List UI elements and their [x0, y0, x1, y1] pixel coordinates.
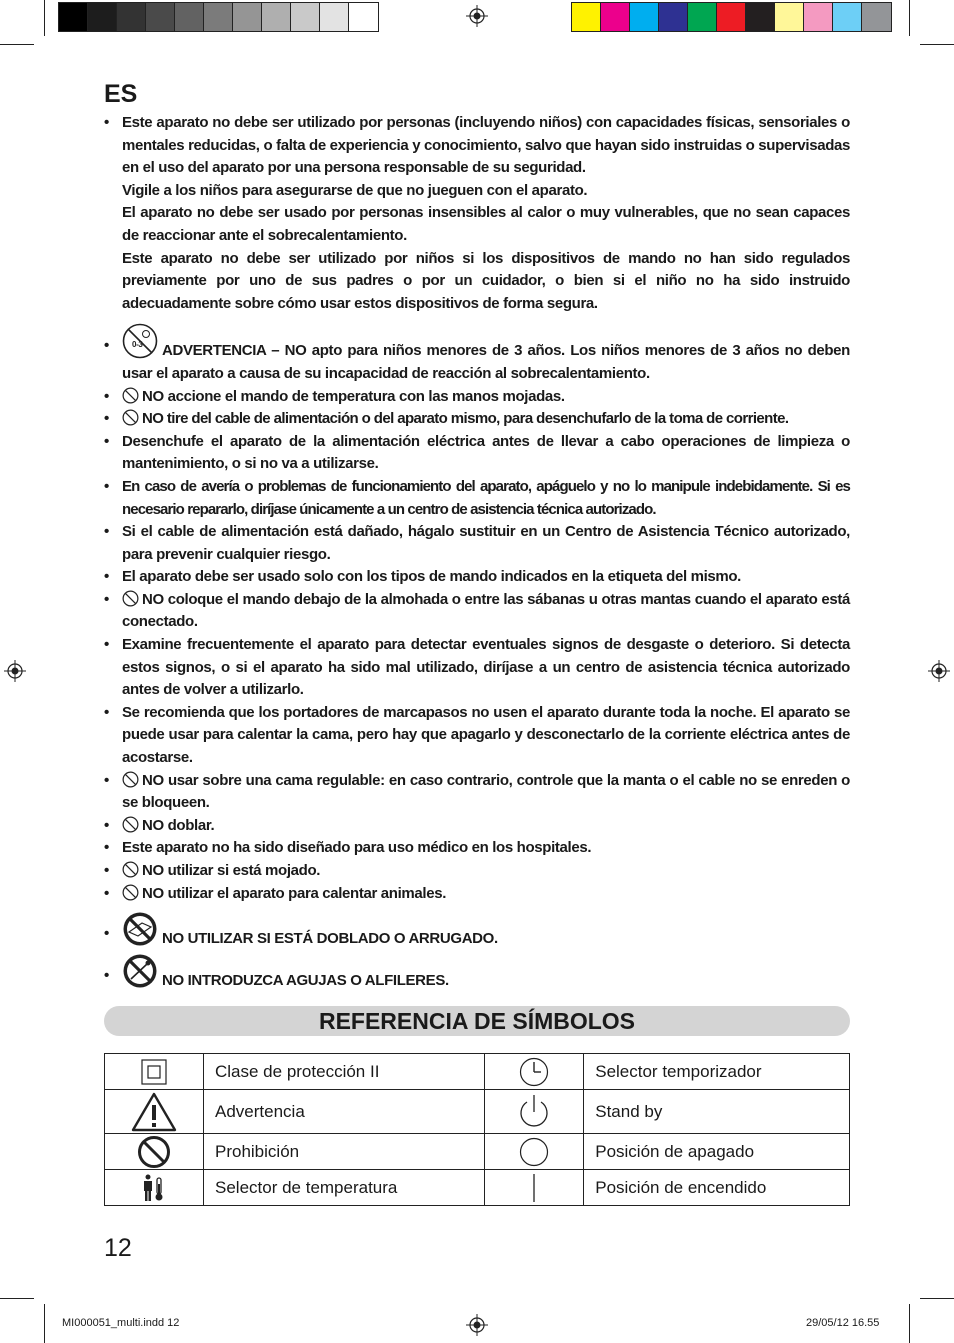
paragraph: El aparato no debe ser usado por personas insensibles al calor o muy vulnerables, que no sean capaces de reaccionar ante el sobrecalentamiento.	[122, 204, 850, 244]
gray-swatch	[291, 3, 320, 31]
table-cell: Advertencia	[204, 1090, 485, 1134]
prohibition-icon	[122, 771, 139, 788]
prohibition-icon	[137, 1135, 171, 1169]
color-swatch	[630, 3, 659, 31]
table-cell	[105, 1054, 204, 1090]
crop-mark	[909, 0, 910, 36]
list-item	[104, 112, 850, 315]
list-item	[104, 408, 850, 431]
class-ii-protection-icon	[141, 1059, 167, 1085]
gray-swatch	[262, 3, 291, 31]
table-cell: Posición de encendido	[584, 1170, 850, 1206]
table-cell: Selector de temperatura	[204, 1170, 485, 1206]
item-text: NO tire del cable de alimentación o del aparato mismo, para desenchufarlo de la toma de corriente.	[142, 410, 789, 428]
table-cell	[485, 1054, 584, 1090]
gray-swatch	[117, 3, 146, 31]
no-folding-icon	[122, 911, 158, 947]
language-code: ES	[104, 80, 138, 108]
symbols-table	[104, 1053, 850, 1206]
prohibition-icon	[122, 409, 139, 426]
list-item	[104, 837, 850, 860]
table-row	[105, 1134, 850, 1170]
footer-file: MI000051_multi.indd 12	[62, 1317, 180, 1329]
color-swatch	[775, 3, 804, 31]
item-text: Examine frecuentemente el aparato para detectar eventuales signos de desgaste o deterioro. Si detecta estos signos, o si el aparato ha sido mal utilizado, diríjase a un centro de asistencia técnica autorizado antes de volver a utilizarlo.	[122, 636, 850, 699]
paragraph: Vigile a los niños para asegurarse de que no jueguen con el aparato.	[122, 181, 588, 199]
item-text: NO doblar.	[142, 816, 215, 834]
bullet: •	[104, 590, 109, 608]
section-title: REFERENCIA DE SÍMBOLOS	[104, 1006, 850, 1036]
list-item	[104, 589, 850, 634]
age-icon-label: 0-3	[132, 340, 143, 350]
paragraph: Este aparato no debe ser utilizado por niños si los dispositivos de mando no han sido regulados previamente por uno de sus padres o por un cuidador, o bien si el niño no ha sido instruido adecuadamente sobre cómo usar estos dispositivos de forma segura.	[122, 249, 850, 312]
item-text: NO INTRODUZCA AGUJAS O ALFILERES.	[162, 971, 449, 989]
bullet: •	[104, 636, 109, 654]
table-row	[105, 1054, 850, 1090]
crop-mark	[920, 44, 954, 45]
item-text: Este aparato no ha sido diseñado para uso médico en los hospitales.	[122, 839, 592, 857]
table-cell	[105, 1090, 204, 1134]
color-swatch	[833, 3, 862, 31]
list-item	[104, 476, 850, 521]
bullet: •	[104, 432, 109, 450]
bullet: •	[104, 477, 109, 495]
list-item	[104, 953, 850, 993]
bullet: •	[104, 839, 109, 857]
table-row	[105, 1090, 850, 1134]
table-cell: Prohibición	[204, 1134, 485, 1170]
no-pins-icon	[122, 953, 158, 989]
temperature-selector-icon	[142, 1174, 166, 1202]
bullet: •	[104, 925, 109, 943]
list-item	[104, 883, 850, 906]
page-number: 12	[104, 1234, 132, 1262]
bullet: •	[104, 703, 109, 721]
bullet: •	[104, 114, 109, 131]
color-swatch	[601, 3, 630, 31]
bullet: •	[104, 337, 109, 355]
bullet: •	[104, 568, 109, 586]
bullet: •	[104, 966, 109, 984]
footer-date: 29/05/12 16.55	[806, 1317, 880, 1329]
grayscale-color-bar	[58, 2, 379, 32]
color-swatch	[688, 3, 717, 31]
gray-swatch	[146, 3, 175, 31]
table-row	[105, 1170, 850, 1206]
color-swatch	[804, 3, 833, 31]
crop-mark	[44, 0, 45, 36]
table-cell: Selector temporizador	[584, 1054, 850, 1090]
table-cell	[105, 1170, 204, 1206]
gray-swatch	[59, 3, 88, 31]
crop-mark	[909, 1304, 910, 1343]
prohibition-icon	[122, 590, 139, 607]
list-item	[104, 521, 850, 566]
list-item	[104, 770, 850, 815]
gray-swatch	[204, 3, 233, 31]
gray-swatch	[175, 3, 204, 31]
crop-mark	[44, 1304, 45, 1343]
prohibition-icon	[122, 861, 139, 878]
gray-swatch	[320, 3, 349, 31]
list-item	[104, 431, 850, 476]
on-position-icon	[531, 1173, 537, 1203]
color-swatch	[717, 3, 746, 31]
table-cell	[485, 1090, 584, 1134]
warning-text: ADVERTENCIA – NO apto para niños menores de 3 años. Los niños menores de 3 años no deben usar el aparato a causa de su incapacidad de reacción al sobrecalentamiento.	[122, 342, 850, 382]
gray-swatch	[88, 3, 117, 31]
item-text: NO utilizar el aparato para calentar animales.	[142, 884, 447, 902]
list-item	[104, 566, 850, 589]
table-cell: Stand by	[584, 1090, 850, 1134]
prohibition-icon	[122, 816, 139, 833]
item-text: NO usar sobre una cama regulable: en caso contrario, controle que la manta o el cable no se enreden o se bloqueen.	[122, 771, 850, 812]
crop-mark	[0, 1298, 34, 1299]
registration-mark-icon	[928, 660, 950, 682]
item-text: NO UTILIZAR SI ESTÁ DOBLADO O ARRUGADO.	[162, 930, 498, 948]
bullet: •	[104, 816, 109, 834]
list-item	[104, 702, 850, 770]
item-text: En caso de avería o problemas de funcionamiento del aparato, apáguelo y no lo manipule indebidamente. Si es necesario repararlo, diríjase únicamente a un centro de asistencia técnica autorizado.	[122, 477, 850, 518]
table-cell	[485, 1170, 584, 1206]
bullet: •	[104, 387, 109, 405]
color-swatch	[862, 3, 891, 31]
off-position-icon	[519, 1137, 549, 1167]
color-swatch	[659, 3, 688, 31]
bullet: •	[104, 771, 109, 789]
item-text: Se recomienda que los portadores de marcapasos no usen el aparato durante toda la noche. El aparato se puede usar para calentar la cama, pero hay que apagarlo y desconectarlo de la corriente eléctrica antes de acostarse.	[122, 703, 850, 767]
table-cell	[485, 1134, 584, 1170]
table-cell: Clase de protección II	[204, 1054, 485, 1090]
list-item	[104, 386, 850, 409]
prohibition-icon	[122, 387, 139, 404]
bullet: •	[104, 862, 109, 879]
crop-mark	[0, 44, 34, 45]
gray-swatch	[233, 3, 262, 31]
registration-mark-icon	[466, 5, 488, 27]
list-item	[104, 911, 850, 951]
table-cell	[105, 1134, 204, 1170]
list-item	[104, 860, 850, 883]
bullet: •	[104, 884, 109, 902]
safety-instructions	[104, 112, 850, 992]
item-text: NO coloque el mando debajo de la almohada o entre las sábanas u otras mantas cuando el aparato está conectado.	[122, 590, 850, 631]
bullet: •	[104, 523, 109, 541]
item-text: NO accione el mando de temperatura con las manos mojadas.	[142, 387, 565, 405]
age-restriction-icon	[122, 323, 158, 359]
warning-icon	[131, 1092, 177, 1132]
list-item	[104, 815, 850, 838]
color-swatch	[746, 3, 775, 31]
bullet: •	[104, 410, 109, 428]
standby-icon	[518, 1094, 550, 1130]
registration-mark-icon	[4, 660, 26, 682]
item-text: El aparato debe ser usado solo con los tipos de mando indicados en la etiqueta del mismo.	[122, 568, 741, 586]
timer-icon	[519, 1057, 549, 1087]
table-cell: Posición de apagado	[584, 1134, 850, 1170]
process-color-bar	[571, 2, 892, 32]
crop-mark	[920, 1298, 954, 1299]
paragraph: Este aparato no debe ser utilizado por personas (incluyendo niños) con capacidades físicas, sensoriales o mentales reducidas, o falta de experiencia y conocimiento, salvo que hayan sido instruidas o supervisadas en el uso del aparato por una persona responsable de su seguridad.	[122, 114, 850, 177]
list-item	[104, 634, 850, 702]
item-text: Si el cable de alimentación está dañado, hágalo sustituir en un Centro de Asistencia Técnico autorizado, para prevenir cualquier riesgo.	[122, 523, 850, 563]
list-item	[104, 323, 850, 385]
prohibition-icon	[122, 884, 139, 901]
gray-swatch	[349, 3, 378, 31]
color-swatch	[572, 3, 601, 31]
item-text: Desenchufe el aparato de la alimentación eléctrica antes de llevar a cabo operaciones de limpieza o mantenimiento, o si no va a utilizarse.	[122, 432, 850, 473]
registration-mark-icon	[466, 1314, 488, 1336]
item-text: NO utilizar si está mojado.	[142, 862, 321, 879]
